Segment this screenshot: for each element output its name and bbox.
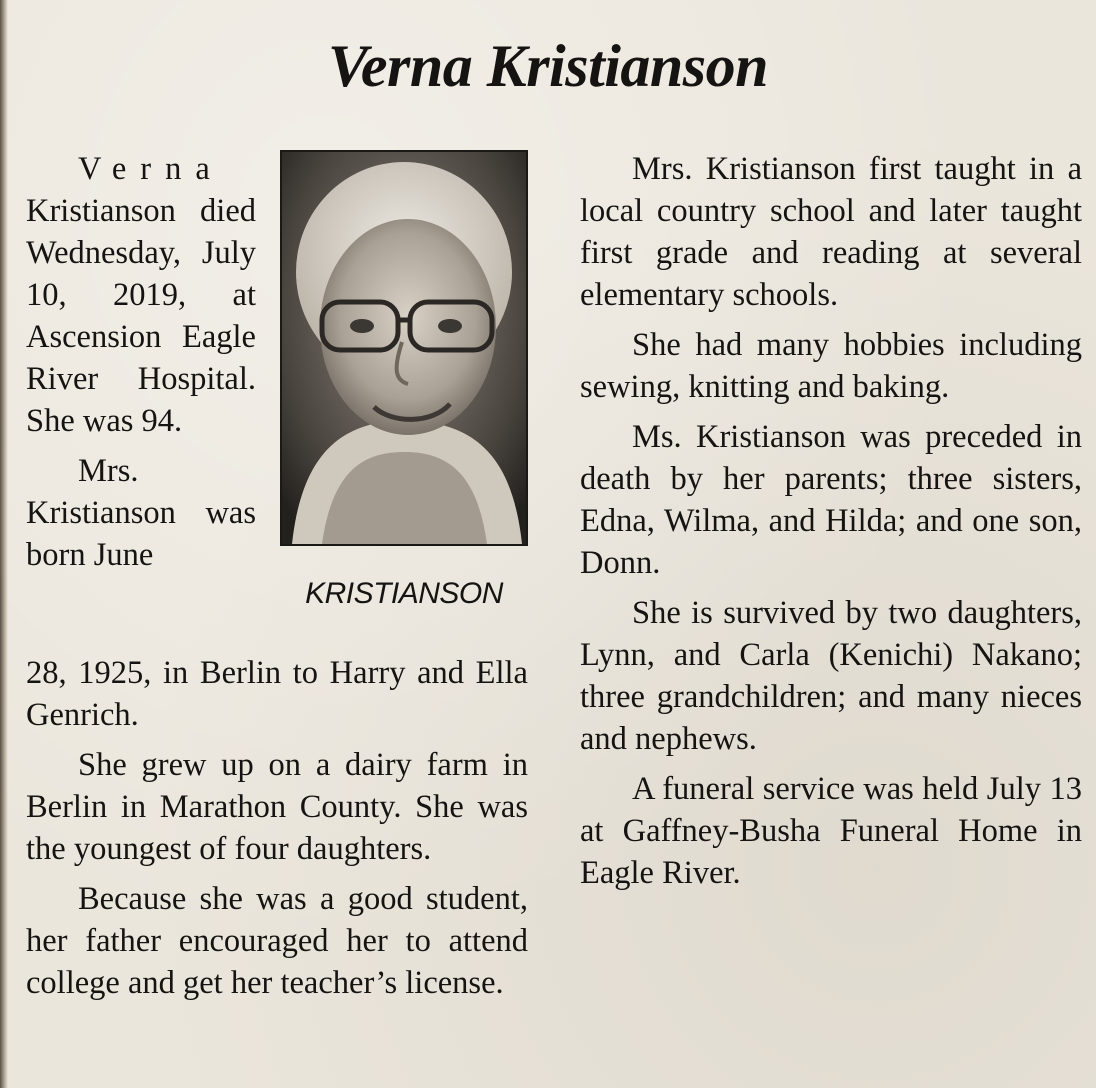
portrait-image bbox=[282, 152, 526, 544]
paragraph-9: A funeral service was held July 13 at Gaffney-Busha Funeral Home in Eagle River. bbox=[580, 771, 1082, 891]
page-edge-shadow bbox=[0, 0, 8, 1088]
left-column-narrow bbox=[26, 148, 256, 584]
left-column-wide bbox=[26, 652, 528, 1012]
photo-caption: KRISTIANSON bbox=[305, 577, 503, 610]
obituary-title: Verna Kristianson bbox=[327, 33, 769, 99]
paragraph-2-continued: 28, 1925, in Berlin to Harry and Ella Genrich. bbox=[26, 655, 528, 733]
paragraph-3: She grew up on a dairy farm in Berlin in Marathon County. She was the youngest of four daughters. bbox=[26, 747, 528, 867]
paragraph-7: Ms. Kristianson was preceded in death by her parents; three sisters, Edna, Wilma, and Hilda; and one son, Donn. bbox=[580, 419, 1082, 581]
paragraph-4: Because she was a good student, her father encouraged her to attend college and get her teacher’s license. bbox=[26, 881, 528, 1001]
lead-name: Verna bbox=[78, 151, 224, 187]
paragraph-2-start: Mrs. Kristianson was born June bbox=[26, 453, 256, 573]
paragraph-1-text: Kristianson died Wednesday, July 10, 2019, at Ascension Eagle River Hospital. She was 94. bbox=[26, 193, 256, 439]
paragraph-1 bbox=[26, 148, 256, 442]
right-column bbox=[580, 148, 1082, 902]
paragraph-8: She is survived by two daughters, Lynn, and Carla (Kenichi) Nakano; three grandchildren; and many nieces and nephews. bbox=[580, 595, 1082, 757]
paragraph-5: Mrs. Kristianson first taught in a local country school and later taught first grade and reading at several elementary schools. bbox=[580, 151, 1082, 313]
portrait-photo bbox=[280, 150, 528, 546]
paragraph-6: She had many hobbies including sewing, knitting and baking. bbox=[580, 327, 1082, 405]
